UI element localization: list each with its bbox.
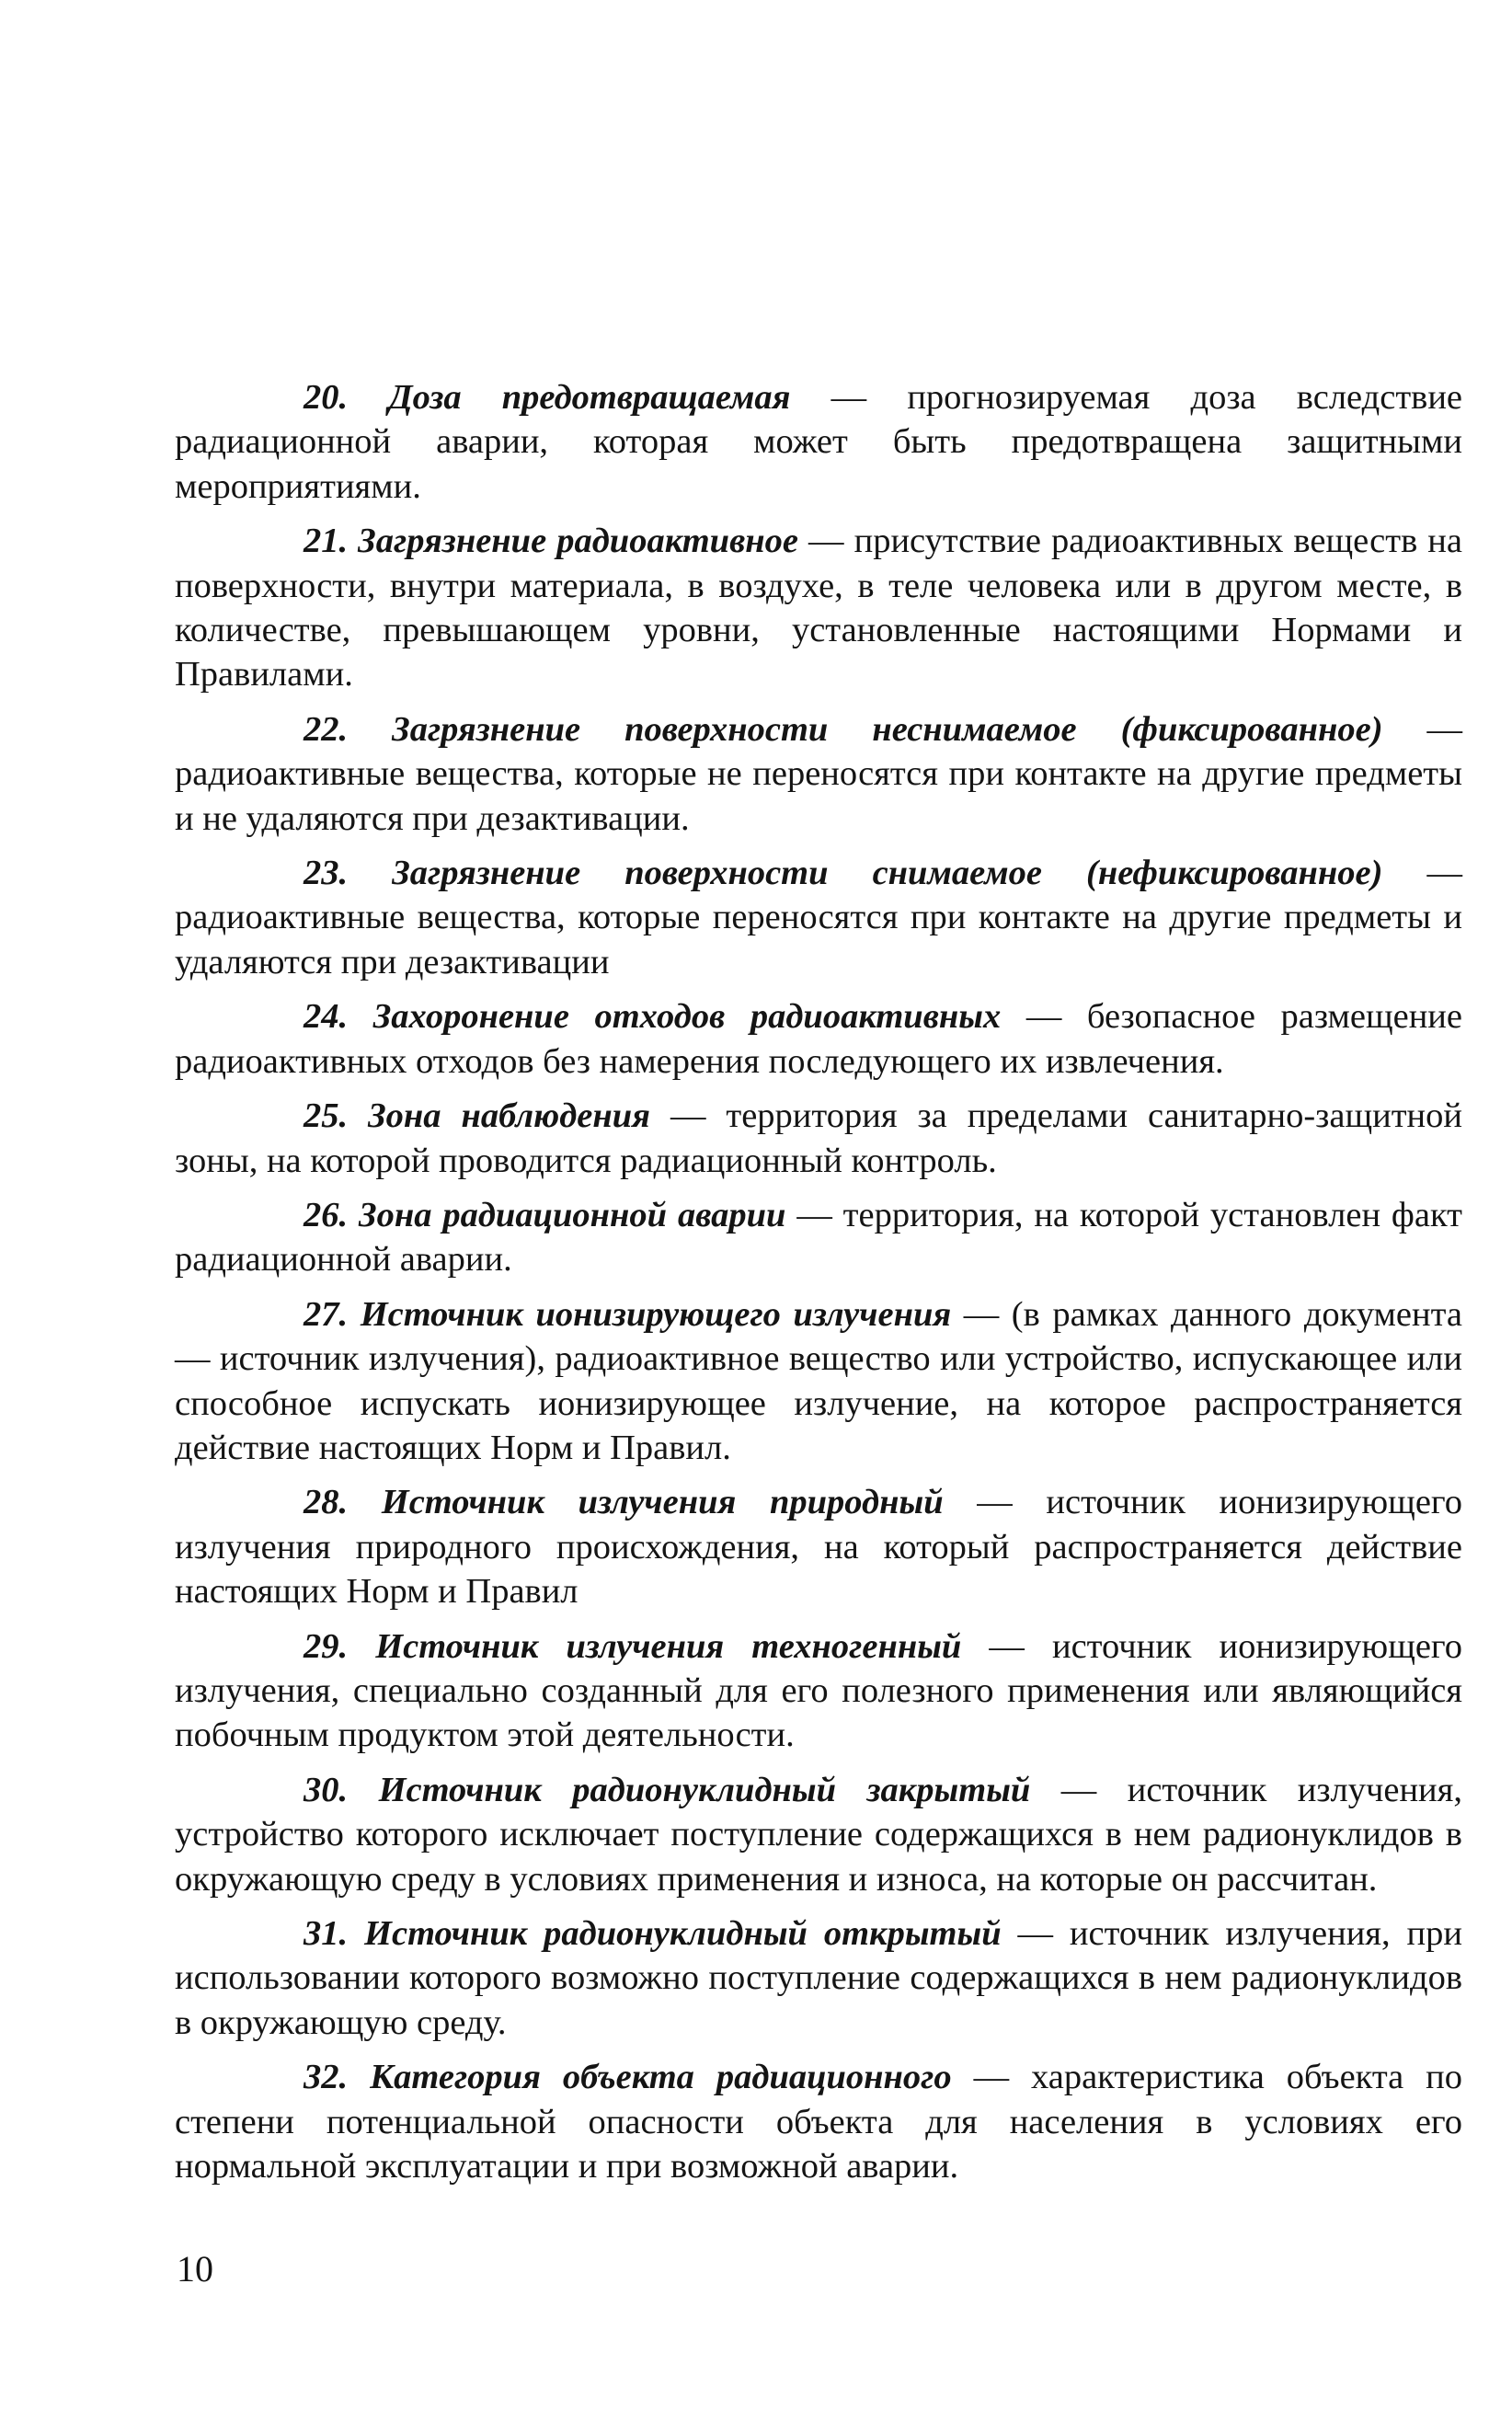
definition-entry-22 <box>175 707 1462 841</box>
entry-number: 32. <box>304 2058 349 2097</box>
entry-definition: — (в рамках данного документа — источник излучения), радиоактивное вещество или устройство, испускающее или способное испускать ионизирующее излучение, на которое распространяется действие настоящих Норм и Правил. <box>175 1294 1462 1467</box>
entry-definition: — прогнозируемая доза вследствие радиационной аварии, которая может быть предотвращена защитными мероприятиями. <box>175 378 1463 506</box>
entry-definition: — территория, на которой установлен факт радиационной аварии. <box>175 1195 1462 1280</box>
entry-definition: — присутствие радиоактивных веществ на поверхности, внутри материала, в воздухе, в теле человека или в другом месте, в количестве, превышающем уровни, установленные настоящими Нормами и Правилами. <box>175 522 1462 694</box>
entry-term: Загрязнение поверхности снимаемое (нефиксированное) <box>392 854 1383 893</box>
definition-entry-30 <box>175 1768 1462 1901</box>
definition-entry-31 <box>175 1911 1462 2045</box>
entry-term: Зона наблюдения <box>368 1096 651 1136</box>
entry-definition: — безопасное размещение радиоактивных отходов без намерения последующего их извлечения. <box>175 997 1462 1081</box>
entry-number: 21. <box>304 522 349 561</box>
entry-term: Захоронение отходов радиоактивных <box>372 997 1002 1037</box>
entry-term: Источник радионуклидный закрытый <box>378 1770 1031 1809</box>
entry-definition: — характеристика объекта по степени потенциальной опасности объекта для населения в условиях его нормальной эксплуатации и при возможной аварии. <box>175 2058 1463 2186</box>
entry-term: Категория объекта радиационного <box>370 2058 952 2097</box>
definition-entry-26 <box>175 1193 1462 1282</box>
entry-definition: — источник ионизирующего излучения природного происхождения, на который распространяется действие настоящих Норм и Правил <box>175 1483 1462 1612</box>
entry-term: Загрязнение поверхности неснимаемое (фиксированное) <box>392 709 1383 749</box>
entry-number: 30. <box>304 1770 349 1809</box>
entry-definition: — источник ионизирующего излучения, специально созданный для его полезного применения или являющийся побочным продуктом этой деятельности. <box>175 1626 1463 1755</box>
definition-entry-32 <box>175 2055 1462 2188</box>
entry-definition: — радиоактивные вещества, которые переносятся при контакте на другие предметы и удаляются при дезактивации <box>175 854 1463 981</box>
page-number: 10 <box>177 2248 213 2290</box>
definition-entry-20 <box>175 375 1462 509</box>
entry-number: 23. <box>304 854 349 893</box>
entry-number: 22. <box>304 709 349 749</box>
entry-definition: — источник излучения, устройство которого исключает поступление содержащихся в нем радионуклидов в окружающую среду в условиях применения и износа, на которые он рассчитан. <box>175 1770 1462 1899</box>
entry-number: 27. <box>304 1294 349 1334</box>
entry-definition: — источник излучения, при использовании которого возможно поступление содержащихся в нем радионуклидов в окружающую среду. <box>175 1914 1462 2042</box>
entry-term: Источник излучения природный <box>381 1483 944 1522</box>
definition-entry-23 <box>175 851 1462 984</box>
definitions-list <box>175 375 1462 2198</box>
entry-term: Загрязнение радиоактивное <box>358 522 798 561</box>
entry-term: Источник радионуклидный открытый <box>364 1914 1002 1953</box>
entry-number: 25. <box>304 1096 349 1136</box>
entry-number: 24. <box>304 997 349 1037</box>
entry-term: Зона радиационной аварии <box>359 1195 786 1234</box>
entry-number: 29. <box>304 1626 349 1666</box>
entry-definition: — территория за пределами санитарно-защитной зоны, на которой проводится радиационный контроль. <box>175 1096 1463 1180</box>
definition-entry-27 <box>175 1292 1462 1471</box>
entry-term: Доза предотвращаемая <box>388 378 791 417</box>
definition-entry-29 <box>175 1624 1462 1758</box>
entry-term: Источник излучения техногенный <box>375 1626 962 1666</box>
entry-term: Источник ионизирующего излучения <box>360 1294 952 1334</box>
entry-number: 28. <box>304 1483 349 1522</box>
entry-number: 20. <box>304 378 349 417</box>
definition-entry-21 <box>175 519 1462 697</box>
definition-entry-28 <box>175 1480 1462 1613</box>
entry-number: 26. <box>304 1195 349 1234</box>
definition-entry-25 <box>175 1094 1462 1183</box>
entry-number: 31. <box>304 1914 349 1953</box>
entry-definition: — радиоактивные вещества, которые не переносятся при контакте на другие предметы и не удаляются при дезактивации. <box>175 709 1463 838</box>
definition-entry-24 <box>175 994 1462 1084</box>
